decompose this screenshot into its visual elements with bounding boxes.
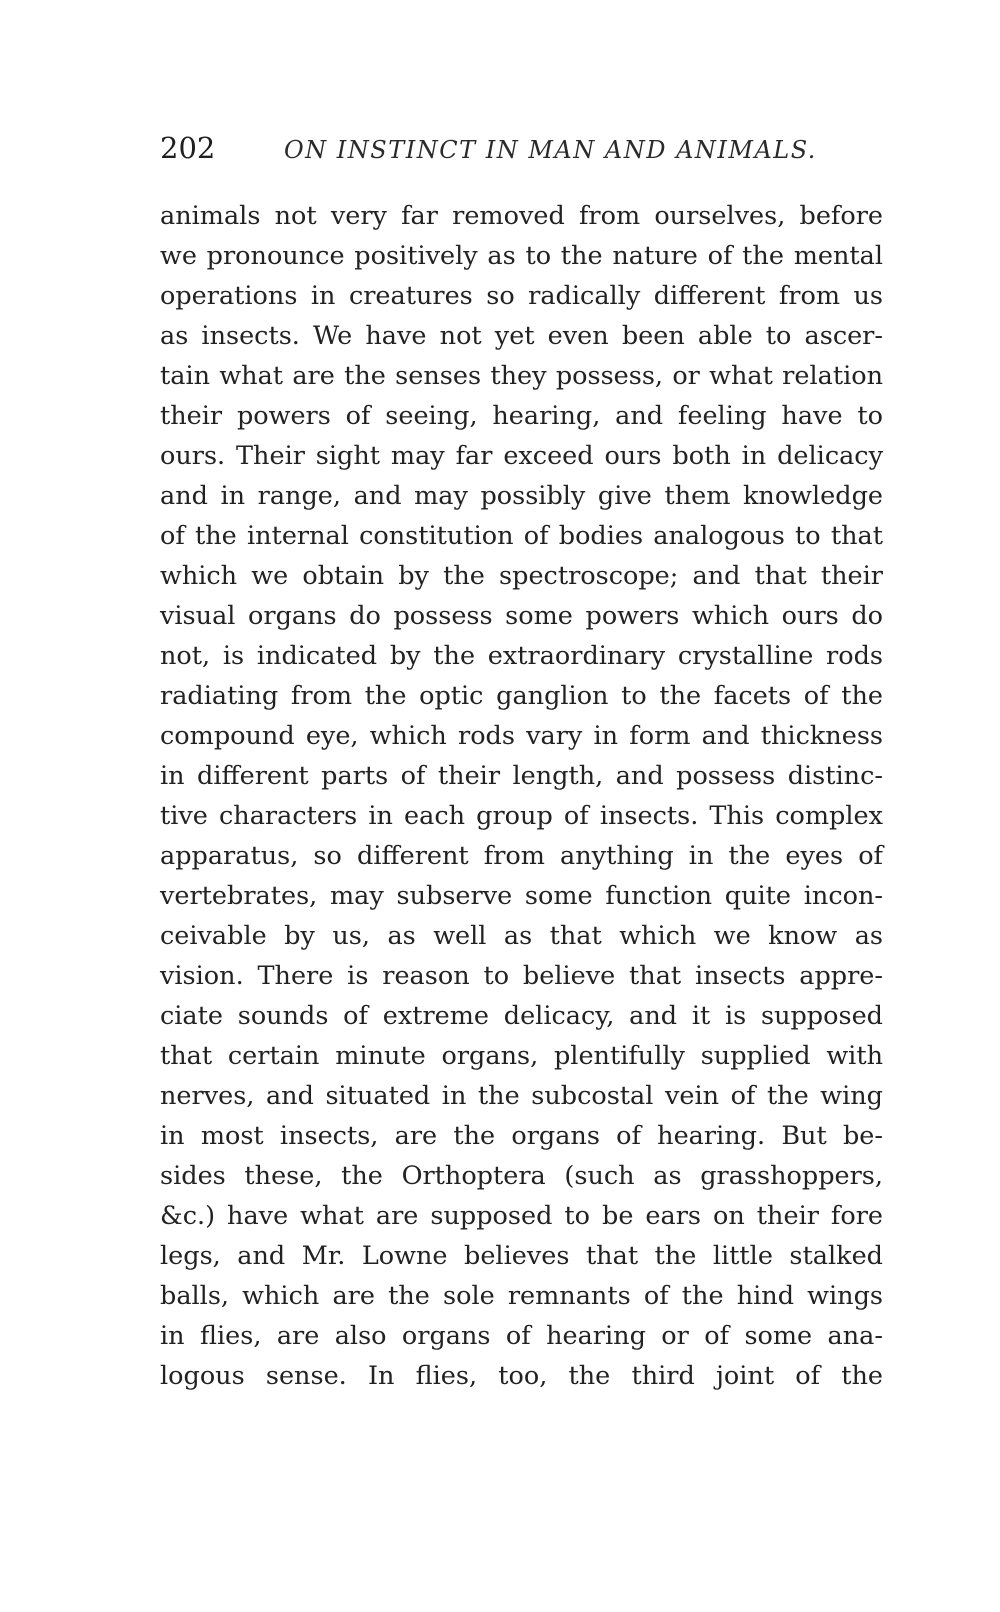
running-title: ON INSTINCT IN MAN AND ANIMALS.: [284, 136, 817, 164]
text-line: not, is indicated by the extraordinary crystalline rods: [160, 641, 883, 671]
text-line: legs, and Mr. Lowne believes that the little stalked: [160, 1241, 883, 1271]
text-line: and in range, and may possibly give them knowledge: [160, 481, 883, 511]
text-line: nerves, and situated in the subcostal vein of the wing: [160, 1081, 883, 1111]
text-line: balls, which are the sole remnants of the hind wings: [160, 1281, 883, 1311]
text-line: in most insects, are the organs of hearing. But be-: [160, 1121, 883, 1151]
text-line: tain what are the senses they possess, or what relation: [160, 361, 883, 391]
text-line: ciate sounds of extreme delicacy, and it is supposed: [160, 1001, 883, 1031]
text-line: radiating from the optic ganglion to the facets of the: [160, 681, 883, 711]
text-line: we pronounce positively as to the nature of the mental: [160, 241, 883, 271]
text-line: vision. There is reason to believe that insects appre-: [160, 961, 883, 991]
text-line: in different parts of their length, and possess distinc-: [160, 761, 883, 791]
text-line: vertebrates, may subserve some function quite incon-: [160, 881, 883, 911]
text-line: sides these, the Orthoptera (such as grasshoppers,: [160, 1161, 883, 1191]
text-line: operations in creatures so radically different from us: [160, 281, 883, 311]
text-line: in flies, are also organs of hearing or of some ana-: [160, 1321, 883, 1351]
text-line: apparatus, so different from anything in the eyes of: [160, 841, 883, 871]
running-head: [160, 128, 900, 168]
text-line: as insects. We have not yet even been able to ascer-: [160, 321, 883, 351]
text-line: of the internal constitution of bodies analogous to that: [160, 521, 883, 551]
text-line: that certain minute organs, plentifully supplied with: [160, 1041, 883, 1071]
text-line: ours. Their sight may far exceed ours both in delicacy: [160, 441, 883, 471]
body-text: [160, 196, 883, 1396]
text-line: &c.) have what are supposed to be ears on their fore: [160, 1201, 883, 1231]
text-line: which we obtain by the spectroscope; and that their: [160, 561, 883, 591]
text-line: ceivable by us, as well as that which we know as: [160, 921, 883, 951]
text-line: logous sense. In flies, too, the third joint of the: [160, 1361, 883, 1391]
page-number: 202: [160, 131, 216, 165]
text-line: compound eye, which rods vary in form and thickness: [160, 721, 883, 751]
text-line: their powers of seeing, hearing, and feeling have to: [160, 401, 883, 431]
text-line: visual organs do possess some powers which ours do: [160, 601, 883, 631]
text-line: animals not very far removed from ourselves, before: [160, 201, 883, 231]
text-line: tive characters in each group of insects. This complex: [160, 801, 883, 831]
